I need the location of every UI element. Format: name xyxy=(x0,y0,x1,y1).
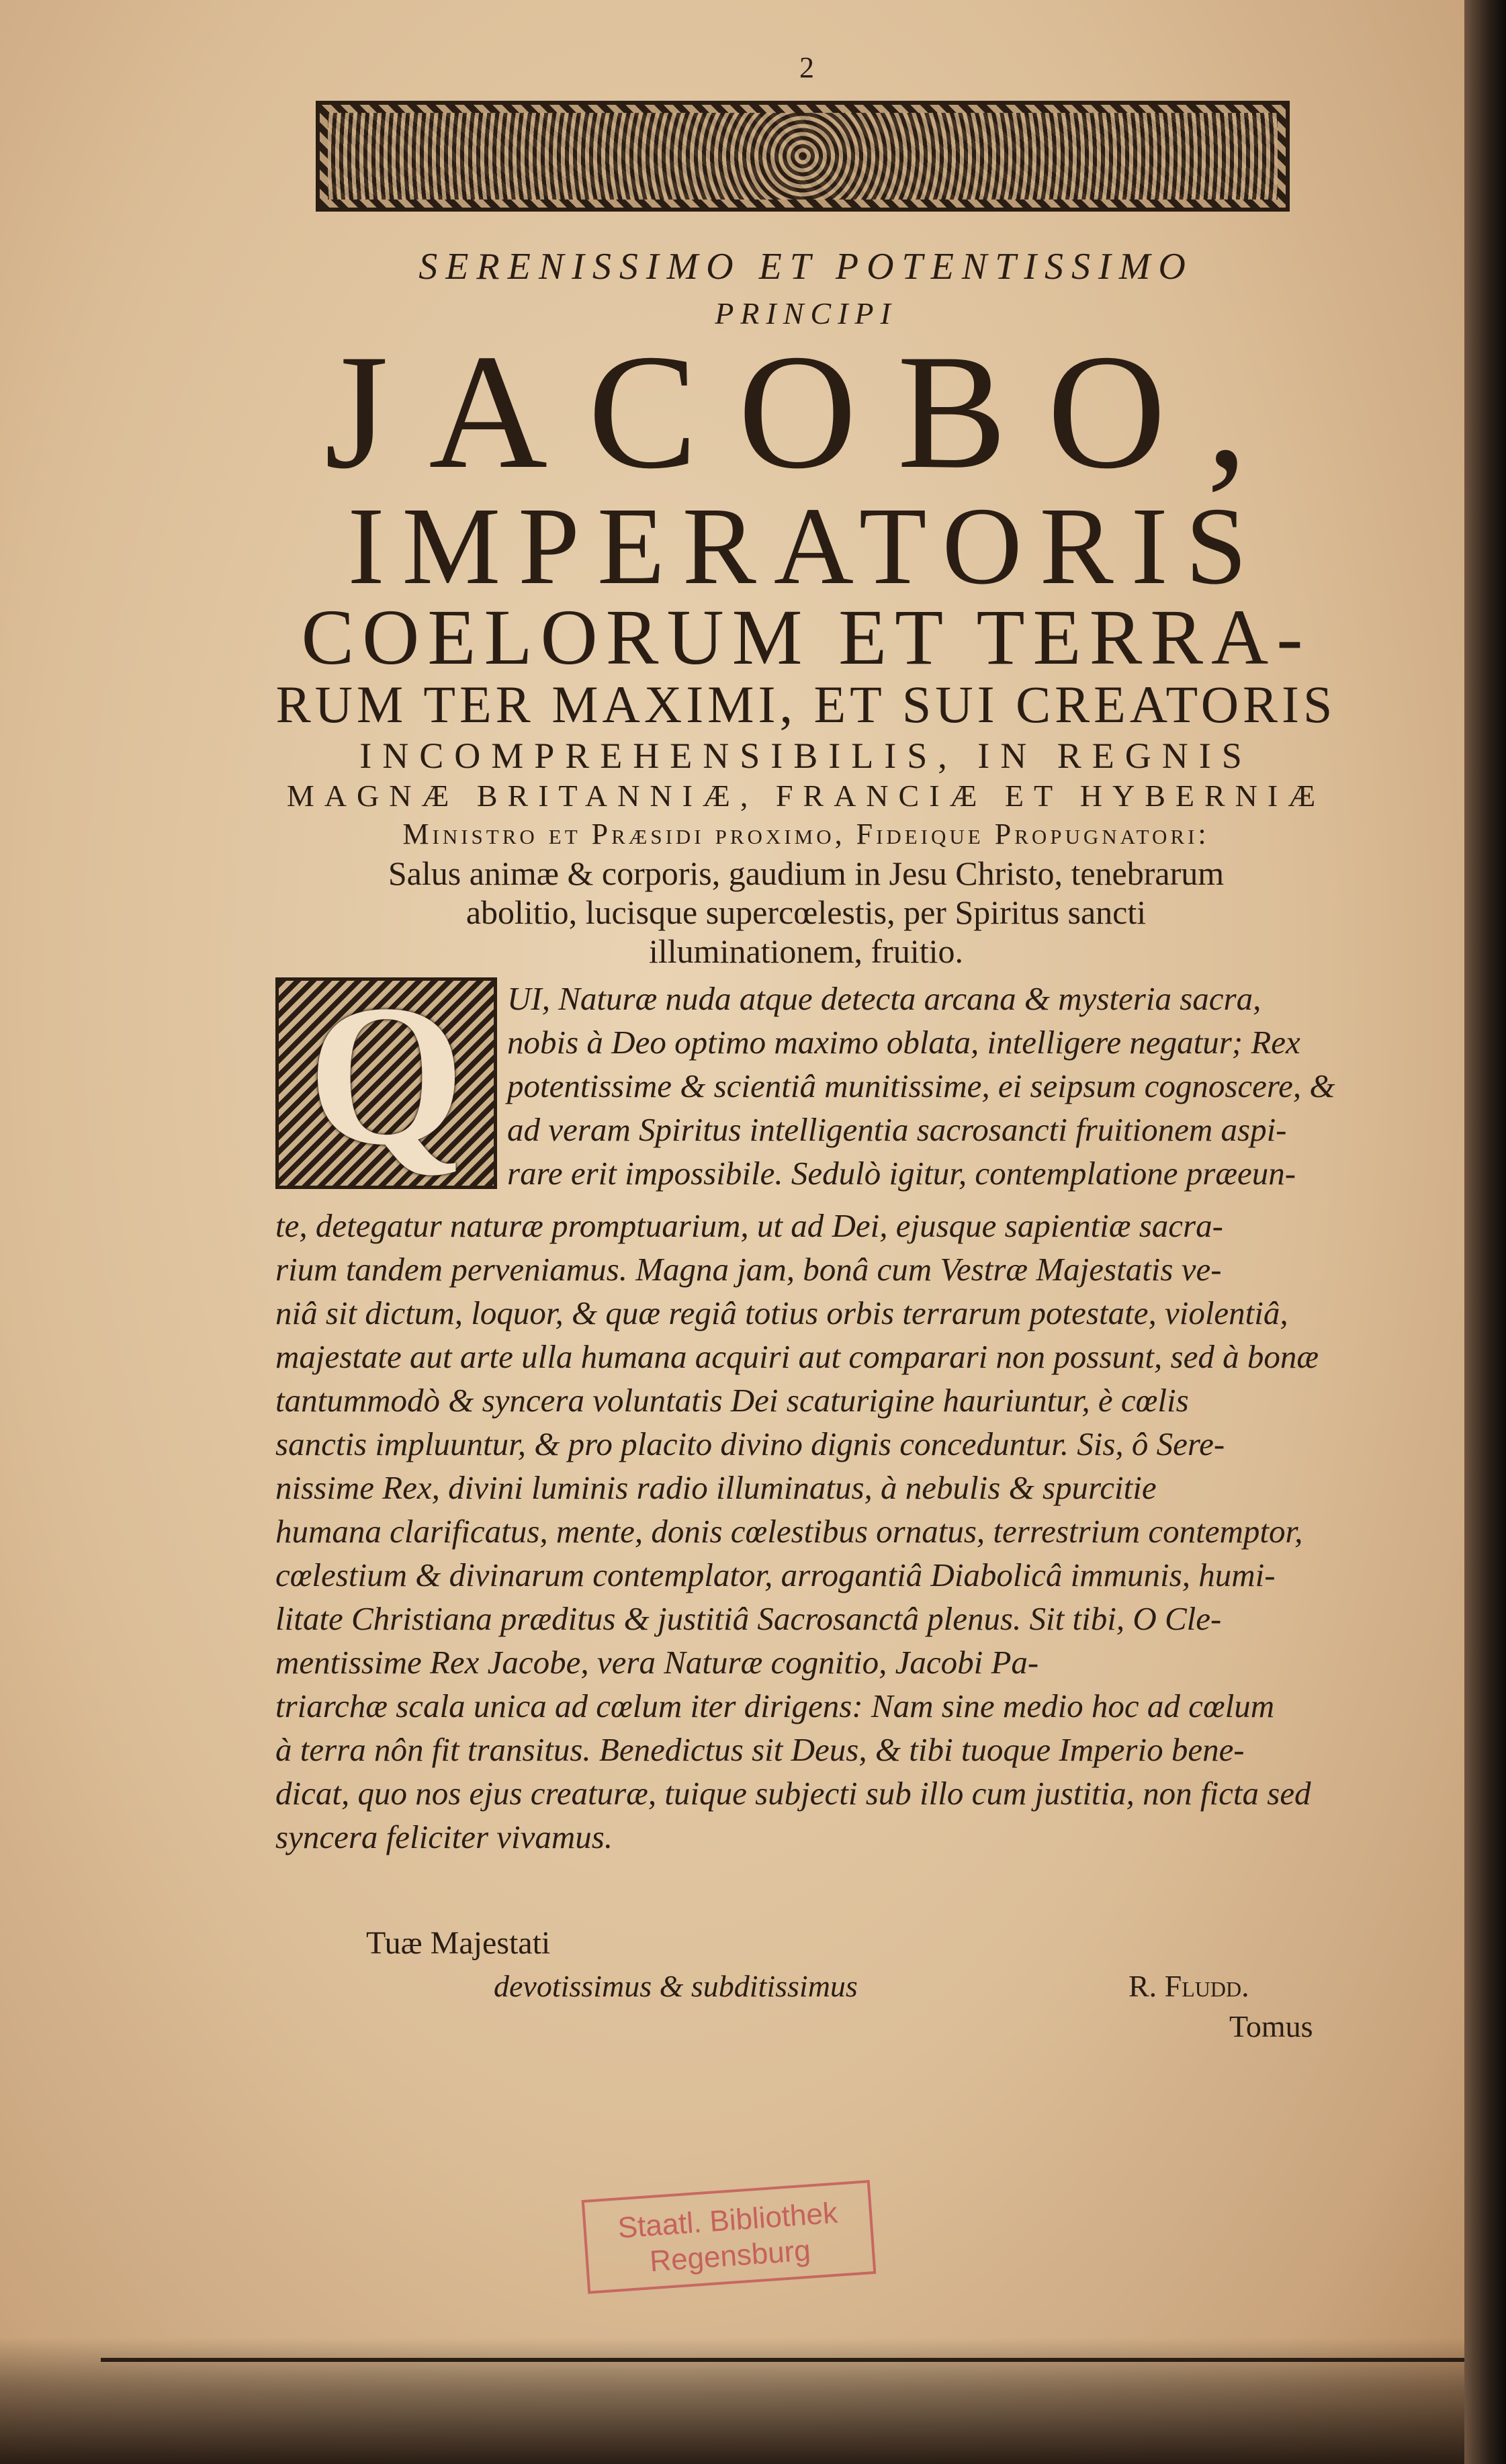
stamp-line: Staatl. Bibliothek xyxy=(617,2196,839,2245)
body-text-line: ad veram Spiritus intelligentia sacrosancti fruitionem aspi- xyxy=(507,1111,1287,1148)
body-text-line: cœlestium & divinarum contemplator, arrogantiâ Diabolicâ immunis, humi- xyxy=(275,1556,1276,1593)
body-text-line: niâ sit dictum, loquor, & quæ regiâ totius orbis terrarum potestate, violentiâ, xyxy=(275,1294,1288,1331)
page-bottom-shadow xyxy=(0,2338,1464,2464)
title-line: RUM TER MAXIMI, ET SUI CREATORIS xyxy=(275,675,1337,734)
body-text-line: triarchæ scala unica ad cœlum iter dirigens: Nam sine medio hoc ad cœlum xyxy=(275,1687,1275,1724)
page-number: 2 xyxy=(799,51,814,84)
initial-letter: Q xyxy=(308,963,465,1186)
catchword: Tomus xyxy=(1229,2009,1313,2043)
body-text-line: tantummodò & syncera voluntatis Dei scaturigine hauriuntur, è cœlis xyxy=(275,1382,1189,1419)
salutation-line: abolitio, lucisque supercœlestis, per Spiritus sancti xyxy=(466,893,1147,931)
body-text-line: rium tandem perveniamus. Magna jam, bonâ cum Vestræ Majestatis ve- xyxy=(275,1251,1222,1288)
body-text-line: nobis à Deo optimo maximo oblata, intelligere negatur; Rex xyxy=(507,1024,1300,1061)
body-text-line: syncera feliciter vivamus. xyxy=(275,1818,613,1855)
dedication-line: PRINCIPI xyxy=(715,296,897,331)
headpiece-ornament-pattern xyxy=(328,113,1278,200)
closing-sign-off: devotissimus & subditissimus xyxy=(494,1969,858,2003)
body-text-line: dicat, quo nos ejus creaturæ, tuique subjecti sub illo cum justitia, non ficta sed xyxy=(275,1775,1311,1812)
title-line: MAGNÆ BRITANNIÆ, FRANCIÆ ET HYBERNIÆ xyxy=(286,779,1326,813)
body-text-line: UI, Naturæ nuda atque detecta arcana & mysteria sacra, xyxy=(507,980,1261,1017)
title-line: Ministro et Præsidi proximo, Fideique Propugnatori: xyxy=(402,818,1210,850)
body-text-line: potentissime & scientiâ munitissime, ei seipsum cognoscere, & xyxy=(507,1067,1335,1104)
body-text-line: humana clarificatus, mente, donis cœlestibus ornatus, terrestrium contemptor, xyxy=(275,1513,1303,1550)
dedication-line: SERENISSIMO ET POTENTISSIMO xyxy=(418,246,1194,288)
dedicatee-name: JACOBO, xyxy=(324,320,1288,502)
library-stamp xyxy=(582,2180,877,2294)
decorated-initial xyxy=(275,963,497,1189)
body-text-line: mentissime Rex Jacobe, vera Naturæ cognitio, Jacobi Pa- xyxy=(275,1644,1039,1681)
salutation-line: Salus animæ & corporis, gaudium in Jesu Christo, tenebrarum xyxy=(388,854,1225,892)
title-line: INCOMPREHENSIBILIS, IN REGNIS xyxy=(359,736,1253,776)
body-text-line: à terra nôn fit transitus. Benedictus sit Deus, & tibi tuoque Imperio bene- xyxy=(275,1731,1245,1768)
body-text-line: nissime Rex, divini luminis radio illuminatus, à nebulis & spurcitie xyxy=(275,1469,1157,1506)
page-bottom-rule xyxy=(101,2358,1464,2362)
body-text-line: rare erit impossibile. Sedulò igitur, contemplatione præeun- xyxy=(507,1155,1296,1192)
title-line: COELORUM ET TERRA- xyxy=(301,593,1311,681)
body-text-line: litate Christiana præditus & justitiâ Sacrosanctâ plenus. Sit tibi, O Cle- xyxy=(275,1600,1222,1637)
body-text-line: sanctis impluuntur, & pro placito divino dignis conceduntur. Sis, ô Sere- xyxy=(275,1425,1225,1462)
stamp-line: Regensburg xyxy=(648,2234,812,2279)
body-text-line: majestate aut arte ulla humana acquiri aut comparari non possunt, sed à bonæ xyxy=(275,1338,1319,1375)
body-text-line: te, detegatur naturæ promptuarium, ut ad Dei, ejusque sapientiæ sacra- xyxy=(275,1207,1223,1244)
ornamental-headpiece xyxy=(316,101,1290,212)
salutation-line: illuminationem, fruitio. xyxy=(649,932,963,970)
closing-address: Tuæ Majestati xyxy=(366,1925,551,1961)
title-line: IMPERATORIS xyxy=(347,484,1265,607)
author-signature: R. Fludd. xyxy=(1128,1969,1249,2003)
book-gutter xyxy=(1464,0,1506,2464)
